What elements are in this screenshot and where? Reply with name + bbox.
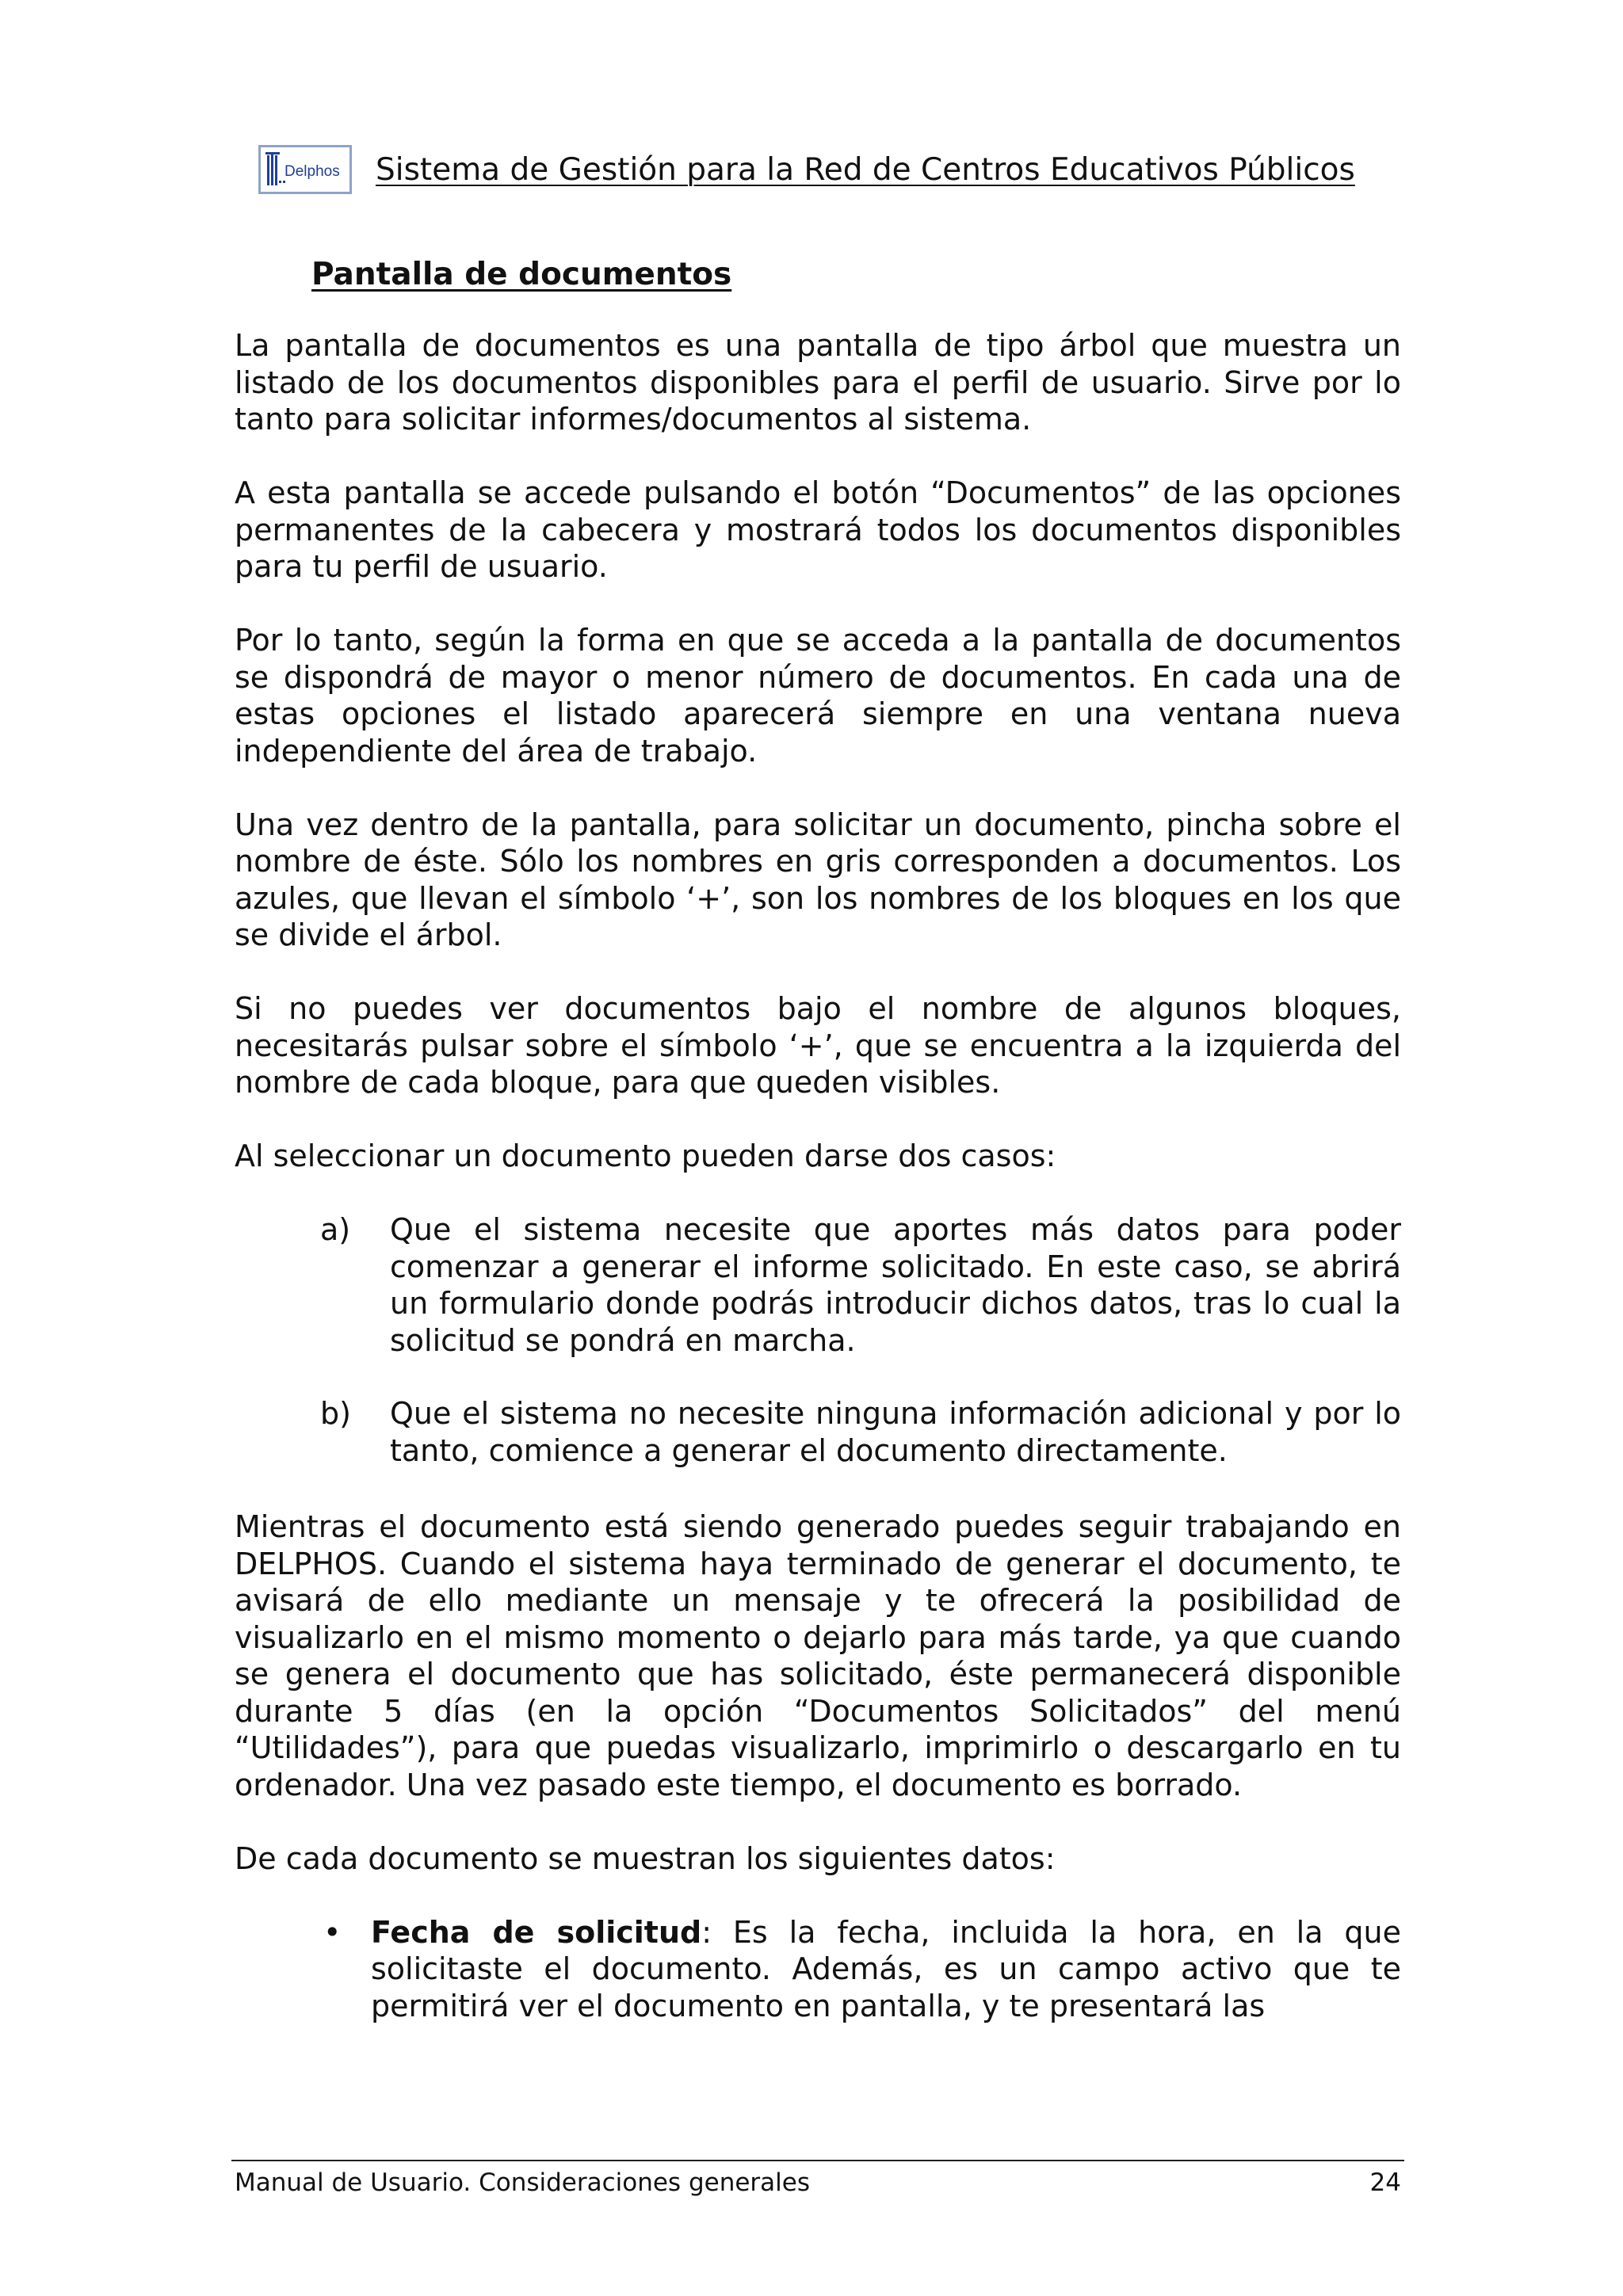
list-marker: b) — [320, 1396, 351, 1431]
cases-list — [235, 1211, 1401, 1469]
bullet-text: : Es la fecha, incluida la hora, en la que solicitaste el documento. Además, es un campo activo que te permitirá ver el documento en pantalla, y te presentará las — [371, 1914, 1401, 2023]
list-item — [235, 1211, 1401, 1359]
paragraph: La pantalla de documentos es una pantalla de tipo árbol que muestra un listado de los documentos disponibles para el perfil de usuario. Sirve por lo tanto para solicitar informes/documentos al sistema. — [235, 328, 1401, 437]
delphos-logo — [258, 145, 352, 194]
delphos-logo-icon — [261, 147, 349, 192]
list-item-text: Que el sistema no necesite ninguna información adicional y por lo tanto, comience a generar el documento directamente. — [390, 1396, 1401, 1468]
paragraph: Una vez dentro de la pantalla, para solicitar un documento, pincha sobre el nombre de éste. Sólo los nombres en gris corresponden a documentos. Los azules, que llevan el símbolo ‘+’, son los nombres de los bloques en los que se divide el árbol. — [235, 807, 1401, 952]
paragraph: De cada documento se muestran los siguientes datos: — [235, 1840, 1056, 1876]
paragraph: Mientras el documento está siendo generado puedes seguir trabajando en DELPHOS. Cuando el sistema haya terminado de generar el documento, te avisará de ello mediante un mensaje y te ofrecerá la posibilidad de visualizarlo en el mismo momento o dejarlo para más tarde, ya que cuando se genera el documento que has solicitado, éste permanecerá disponible durante 5 días (en la opción “Documentos Solicitados” del menú “Utilidades”), para que puedas visualizarlo, imprimirlo o descargarlo en tu ordenador. Una vez pasado este tiempo, el documento es borrado. — [235, 1509, 1401, 1802]
paragraph: A esta pantalla se accede pulsando el botón “Documentos” de las opciones permanentes de la cabecera y mostrará todos los documentos disponibles para tu perfil de usuario. — [235, 475, 1401, 584]
page-header — [258, 145, 1407, 200]
document-body — [235, 256, 1401, 2024]
list-item — [235, 1395, 1401, 1469]
footer-divider — [231, 2160, 1404, 2161]
paragraph: Si no puedes ver documentos bajo el nombre de algunos bloques, necesitarás pulsar sobre el símbolo ‘+’, que se encuentra a la izquierda del nombre de cada bloque, para que queden visibles. — [235, 991, 1401, 1100]
list-marker: a) — [320, 1212, 351, 1247]
bullet-term: Fecha de solicitud — [371, 1914, 702, 1950]
section-title: Pantalla de documentos — [311, 257, 732, 292]
paragraph: Por lo tanto, según la forma en que se acceda a la pantalla de documentos se dispondrá de mayor o menor número de documentos. En cada una de estas opciones el listado aparecerá siempre en una ventana nueva independiente del área de trabajo. — [235, 623, 1401, 769]
header-title: Sistema de Gestión para la Red de Centros Educativos Públicos — [376, 152, 1355, 188]
bullet-marker: • — [323, 1914, 342, 1950]
list-item — [235, 1914, 1401, 2025]
footer-title: Manual de Usuario. Consideraciones generales — [235, 2168, 810, 2197]
list-item-text: Que el sistema necesite que aportes más datos para poder comenzar a generar el informe solicitado. En este caso, se abrirá un formulario donde podrás introducir dichos datos, tras lo cual la solicitud se pondrá en marcha. — [390, 1212, 1401, 1358]
page-number: 24 — [1369, 2168, 1401, 2197]
paragraph: Al seleccionar un documento pueden darse dos casos: — [235, 1138, 1056, 1173]
logo-text: Delphos — [285, 163, 340, 180]
